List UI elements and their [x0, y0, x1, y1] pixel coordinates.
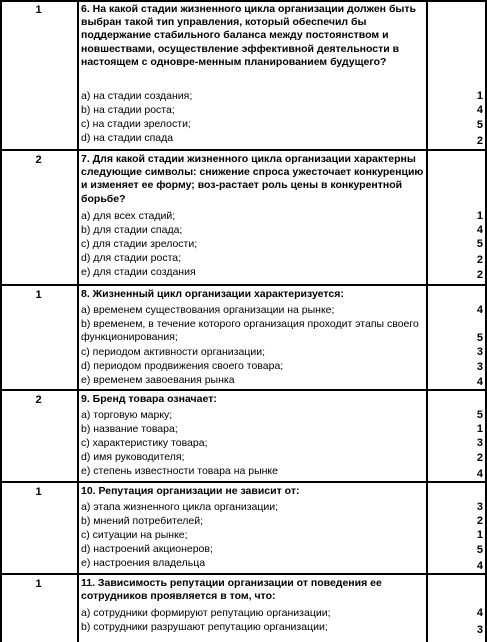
option-text: d) на стадии спада [81, 132, 174, 144]
table-border-left [0, 0, 2, 642]
option-text: a) торговую марку; [81, 409, 173, 421]
answer-code: 2 [476, 254, 483, 266]
answer-code: 4 [476, 607, 483, 619]
answer-code: 4 [476, 104, 483, 116]
answer-code: 3 [476, 437, 483, 449]
option-text: a) временем существования организации на рынке; [81, 304, 335, 316]
question-text: 10. Репутация организации не зависит от: [81, 485, 300, 497]
answer-code: 3 [476, 624, 483, 636]
answer-code: 1 [476, 90, 483, 102]
answer-code: 5 [476, 238, 483, 250]
row-divider [0, 149, 487, 151]
question-text: 6. На какой стадии жизненного цикла организации должен быть выбран такой тип управления, который обеспечил бы поддержание стабильного баланса между постоянством и новшествами, осуществление эффективной деятельности в настоящем с одновре-менным планированием будущего? [81, 3, 416, 68]
option-text: b) для стадии спада; [81, 224, 183, 236]
option-text: d) для стадии роста; [81, 252, 182, 264]
answer-code: 3 [476, 346, 483, 358]
option-text: a) этапа жизненного цикла организации; [81, 501, 279, 513]
answer-code: 3 [476, 501, 483, 513]
answer-code: 2 [476, 515, 483, 527]
option-text: d) периодом продвижения своего товара; [81, 360, 284, 372]
option-text: e) настроения владельца [81, 557, 206, 569]
option-text: b) название товара; [81, 423, 178, 435]
answer-code: 3 [476, 361, 483, 373]
answer-code: 4 [476, 560, 483, 572]
answer-code: 5 [476, 332, 483, 344]
answer-code: 1 [476, 423, 483, 435]
question-text: 11. Зависимость репутации организации от поведения ее сотрудников проявляется в том, что: [81, 577, 382, 603]
answer-code: 1 [476, 210, 483, 222]
option-text: e) степень известности товара на рынке [81, 465, 278, 477]
option-text: c) на стадии зрелости; [81, 118, 191, 130]
row-divider [0, 573, 487, 575]
row-divider [0, 481, 487, 483]
column-divider-2 [426, 0, 428, 642]
option-text: c) для стадии зрелости; [81, 238, 198, 250]
option-text: e) для стадии создания [81, 266, 196, 278]
answer-code: 4 [476, 304, 483, 316]
option-text: e) временем завоевания рынка [81, 374, 235, 386]
answer-code: 2 [476, 452, 483, 464]
option-text: c) периодом активности организации; [81, 346, 265, 358]
row-number: 1 [35, 486, 42, 498]
option-text: d) настроений акционеров; [81, 543, 213, 555]
answer-code: 4 [476, 376, 483, 388]
answer-code: 4 [476, 224, 483, 236]
answer-code: 2 [476, 135, 483, 147]
question-text: 8. Жизненный цикл организации характеризуется: [81, 288, 344, 300]
option-text: c) ситуации на рынке; [81, 529, 188, 541]
option-text: c) характеристику товара; [81, 437, 208, 449]
answer-code: 2 [476, 269, 483, 281]
question-text: 9. Бренд товара означает: [81, 393, 217, 405]
option-text: b) мнений потребителей; [81, 515, 204, 527]
answer-code: 5 [476, 409, 483, 421]
answer-code: 5 [476, 119, 483, 131]
row-number: 1 [35, 578, 42, 590]
option-text: a) на стадии создания; [81, 90, 193, 102]
answer-code: 4 [476, 468, 483, 480]
row-number: 2 [35, 154, 42, 166]
option-text: d) имя руководителя; [81, 451, 185, 463]
row-divider [0, 389, 487, 391]
option-text: a) сотрудники формируют репутацию организации; [81, 607, 331, 619]
row-divider [0, 284, 487, 286]
option-text: b) на стадии роста; [81, 104, 175, 116]
column-divider-1 [77, 0, 79, 642]
row-divider [0, 0, 487, 2]
question-text: 7. Для какой стадии жизненного цикла организации характерны следующие символы: снижение спроса ужесточает конкуренцию и изменяет ее форму; воз-растает роль цены в конкурентной борьбе? [81, 153, 424, 205]
option-text: b) сотрудники разрушают репутацию организации; [81, 621, 328, 633]
answer-code: 1 [476, 529, 483, 541]
option-text: a) для всех стадий; [81, 210, 176, 222]
answer-code: 5 [476, 544, 483, 556]
row-number: 1 [35, 4, 42, 16]
row-number: 2 [35, 394, 42, 406]
option-text: b) временем, в течение которого организация проходит этапы своего функционирования; [81, 318, 419, 344]
row-number: 1 [35, 289, 42, 301]
